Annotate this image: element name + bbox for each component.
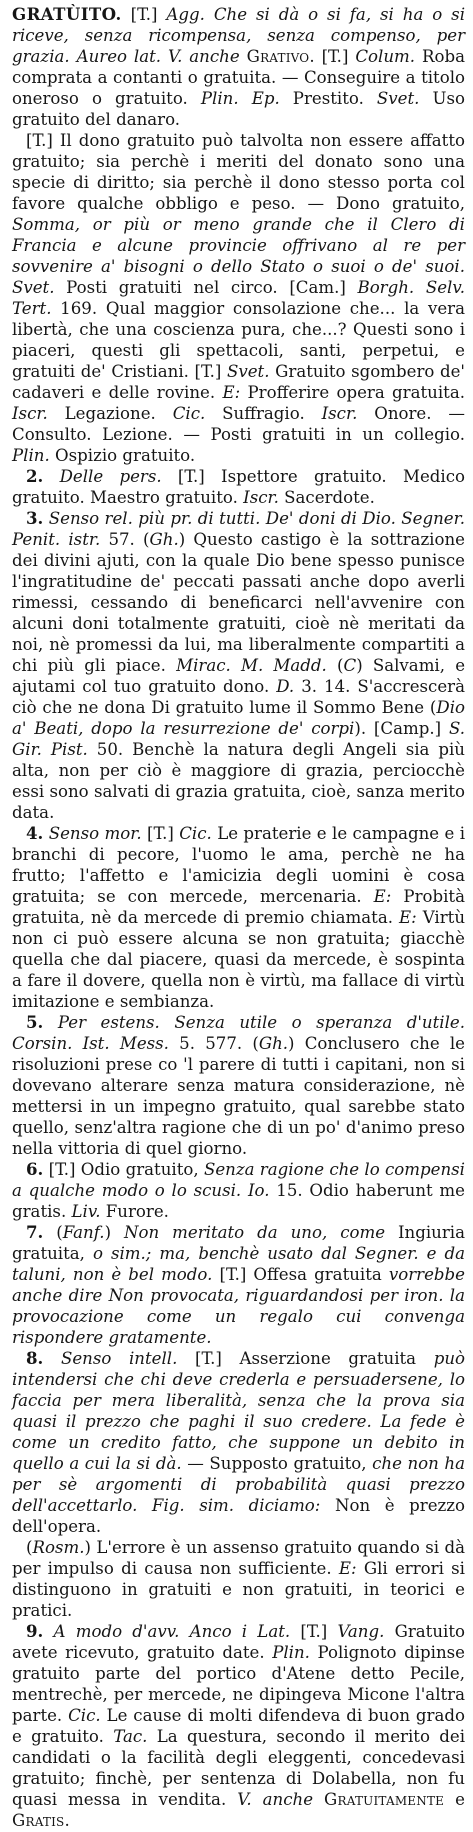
entry-paragraph [12,466,465,508]
sense-number: 4. [26,823,44,843]
text-run: ( [326,656,344,675]
italic-run: vorrebbe anche dire Non provocata, riguardandosi per iron. la provocazione come un regalo cui convenga rispondere gratamente. [12,1265,465,1347]
text-run: [T.] Odio gratuito, [43,1160,204,1179]
text-run: ) [104,1223,124,1242]
text-run: Gratuito avete ricevuto, gratuito date. [12,1622,466,1662]
text-run: [T.] Ispettore gratuito. Medico gratuito. Maestro gratuito. [12,467,465,507]
italic-run: che non ha per sè argomenti di probabilità quasi prezzo dell'accettarlo. Fig. sim. diciamo: [12,1454,466,1515]
text-run: e [444,1790,465,1809]
italic-run: Mirac. M. Madd. [176,656,327,675]
entry-paragraph [12,1012,465,1159]
sense-number: 9. [26,1621,44,1641]
text-run: 169. Qual maggior consolazione che... la vera libertà, che una coscienza pura, che...? Questi sono i piaceri, questi gli spettacoli, santi, perpetui, e gratuiti de' Cristiani. [T.] [12,299,465,381]
italic-run: Rosm. [32,1538,85,1557]
text-run: [T.] [290,1622,338,1641]
italic-run: Senza ragione che lo compensi a qualche modo o lo scusi. Io. [12,1160,465,1200]
text-run: [T.] Il dono gratuito può talvolta non essere affatto gratuito; sia perchè i meriti del donato sono una specie di diritto; sia perchè il dono stesso porta col favore qualche obbligo e peso. — Dono gratuito, [12,131,465,213]
text-run: ) L'errore è un assenso gratuito quando si dà per impulso di causa non sufficiente. [12,1538,465,1578]
entry-paragraph [12,508,465,823]
text-run: 5. 577. ( [168,1034,259,1053]
italic-run: Delle pers. [59,467,162,486]
text-run: ) Conclusero che le risoluzioni prese co 'l parere di tutti i capitani, non si dovevano alterare senza matura considerazione, nè mettersi in un impegno gratuito, qual sarebbe stato quello, senz'altra ragione che di un po' d'animo preso nella vittoria di quel giorno. [12,1034,465,1158]
text-run: Sacerdote. [278,488,375,507]
text-run: Ingiuria gratuita, [12,1223,465,1263]
italic-run: Non meritato da uno, come [124,1223,386,1242]
small-caps-run: Grativo [246,47,310,66]
text-run: 50. Benchè la natura degli Angeli sia più alta, non per ciò è maggiore di grazia, perciocchè essi sono salvati di grazia gratuita, cioè, sanza merito data. [12,740,465,822]
text-run: La questura, secondo il merito dei candidati o la facilità degli eleggenti, concedevasi gratuito; finchè, per sentenza di Dolabella, non fu quasi messa in vendita. [12,1727,465,1809]
italic-run: Somma, or più or meno grande che il Clero di Francia e alcune provincie offrivano al re per sovvenire a' bisogni o dello Stato o suoi o de' suoi. Svet. [12,215,465,297]
italic-run: Liv. [71,1202,101,1221]
text-run: Gli errori si distinguono in gratuiti e non gratuiti, in teorici e pratici. [12,1559,465,1620]
italic-run: Senso mor. [48,824,142,843]
italic-run: Dio a' Beati, dopo la resurrezione de' corpi [12,698,465,738]
italic-run: Cic. [172,404,206,423]
italic-run: Senso rel. più pr. di tutti. De' doni di Dio. Segner. Penit. istr. [12,509,465,549]
headword: GRATÙITO. [12,4,122,24]
text-run [43,1349,61,1368]
text-run: 3. 14. S'accrescerà ciò che ne dona Di gratuito lume il Sommo Bene ( [12,677,465,717]
text-run: Virtù non ci può essere alcuna se non gratuita; giacchè quella che dal piacere, quasi da mercede, è sospinta a fare il dovere, quella non è virtù, ma fallace di virtù imitazione e sembianza. [12,908,466,1011]
text-run: Polignoto dipinse gratuito parte del portico d'Atene detto Pecile, mentrechè, per mercede, ne dipingeva Micone l'altra parte. [12,1643,465,1725]
text-run: Posti gratuiti nel circo. [Cam.] [54,278,358,297]
text-run: Uso gratuito del danaro. [12,89,465,129]
italic-run: Svet. [227,362,270,381]
sense-number: 6. [26,1159,44,1179]
italic-run: S. Gir. Pist. [12,719,465,759]
text-run: [T.] Offesa gratuita [212,1265,389,1284]
italic-run: Svet. [376,89,420,108]
sense-number: 8. [26,1348,44,1368]
italic-run: Per estens. Senza utile o speranza d'utile. Corsin. Ist. Mess. [12,1013,465,1053]
entry-paragraph [12,130,465,466]
entry-paragraph [12,1537,465,1621]
text-run: Furore. [100,1202,169,1221]
text-run [43,1013,58,1032]
text-run: Onore. — Consulto. Lezione. — Posti gratuiti in un collegio. [12,404,465,444]
sense-number: 3. [26,508,44,528]
text-run: Le praterie e le campagne e i branchi di pecore, l'uomo le ama, perchè ne ha frutto; l'affetto e l'amicizia degli uomini è cosa gratuita; se con mercede, mercenaria. [12,824,465,906]
italic-run: Cic. [179,824,212,843]
italic-run: Iscr. [321,404,358,423]
italic-run: Plin. Ep. [200,89,280,108]
entry-definition [12,4,465,130]
italic-run: Gh. [149,530,179,549]
text-run: ( [43,1223,63,1242]
italic-run: E: [222,383,241,402]
italic-run: Gh. [258,1034,289,1053]
entry-paragraph [12,823,465,1012]
italic-run: Tac. [113,1727,148,1746]
entry-paragraph [12,1222,465,1348]
italic-run: Plin. [272,1643,310,1662]
small-caps-run: Gratuitamente [324,1790,445,1809]
text-run: ) Salvami, e ajutami col tuo gratuito dono. [12,656,466,696]
sense-number: 7. [26,1222,44,1242]
text-run: 15. Odio haberunt me gratis. [12,1181,465,1221]
text-run: Ospizio gratuito. [49,446,196,465]
sense-number: 2. [26,466,44,486]
entry-paragraph [12,1621,465,1831]
text-run [43,1622,53,1641]
text-run: — Supposto gratuito, [181,1454,373,1473]
text-run: ( [26,1538,33,1557]
text-run: Legazione. [47,404,173,423]
italic-run: Iscr. [243,488,279,507]
text-run: Roba comprata a contanti o gratuita. — Conseguire a titolo oneroso o gratuito. [12,47,465,108]
text-run: Prestito. [279,89,377,108]
italic-run: C [343,656,357,675]
italic-run: D. [276,677,295,696]
text-run: 57. ( [100,530,150,549]
italic-run: E: [373,887,392,906]
small-caps-run: Gratis [12,1811,65,1830]
italic-run: Senso intell. [60,1349,178,1368]
italic-run: Plin. [12,446,50,465]
text-run: Le cause di molti difendeva di buon grado e gratuito. [12,1706,465,1746]
entry-paragraph [12,1348,465,1537]
text-run: Profferire opera gratuita. [240,383,465,402]
entry-paragraph [12,1159,465,1222]
text-run: . [T.] [309,47,356,66]
italic-run: Agg. Che si dà o si fa, si ha o si riceve, senza ricompensa, senza compenso, per grazia. Aureo lat. V. anche [12,5,465,66]
italic-run: Colum. [355,47,416,66]
italic-run: o sim.; ma, benchè usato dal Segner. e da taluni, non è bel modo. [12,1244,465,1284]
text-run [43,467,59,486]
sense-number: 5. [26,1012,44,1032]
text-run: ) Questo castigo è la sottrazione dei divini ajuti, con la quale Dio bene spesso punisce l'ingratitudine de' peccati passati anche dopo averli rimessi, cessando di beneficarci nell'avvenire con alcuni doni totalmente gratuiti, cioè nè meritati da noi, nè promessi da lui, ma liberalmente compartiti a chi più gli piace. [12,530,465,675]
text-run: Suffragio. [205,404,322,423]
text-run: [T.] Asserzione gratuita [177,1349,434,1368]
italic-run: Cic. [68,1706,101,1725]
text-run: [T.] [121,5,167,24]
text-run: Non è prezzo dell'opera. [12,1496,465,1536]
text-run [313,1790,324,1809]
text-run: Gratuito sgombero de' cadaveri e delle rovine. [12,362,465,402]
italic-run: Iscr. [12,404,48,423]
italic-run: Vang. [337,1622,385,1641]
italic-run: Borgh. Selv. Tert. [12,278,466,318]
italic-run: V. anche [237,1790,314,1809]
italic-run: E: [399,908,417,927]
text-run: ). [Camp.] [354,719,449,738]
dictionary-entry-gratuito [12,4,465,1831]
italic-run: può intendersi che chi deve crederla e persuadersene, lo faccia per mera liberalità, senza che la prova sia quasi il prezzo che paghi il suo credere. La fede è come un credito fatto, che suppone un debito in quello a cui la si dà. [12,1349,466,1473]
text-run: [T.] [141,824,180,843]
italic-run: Fanf. [62,1223,105,1242]
italic-run: E: [338,1559,357,1578]
text-run: . [64,1811,70,1830]
text-run: Probità gratuita, nè da mercede di premio chiamata. [12,887,465,927]
italic-run: A modo d'avv. Anco i Lat. [53,1622,291,1641]
